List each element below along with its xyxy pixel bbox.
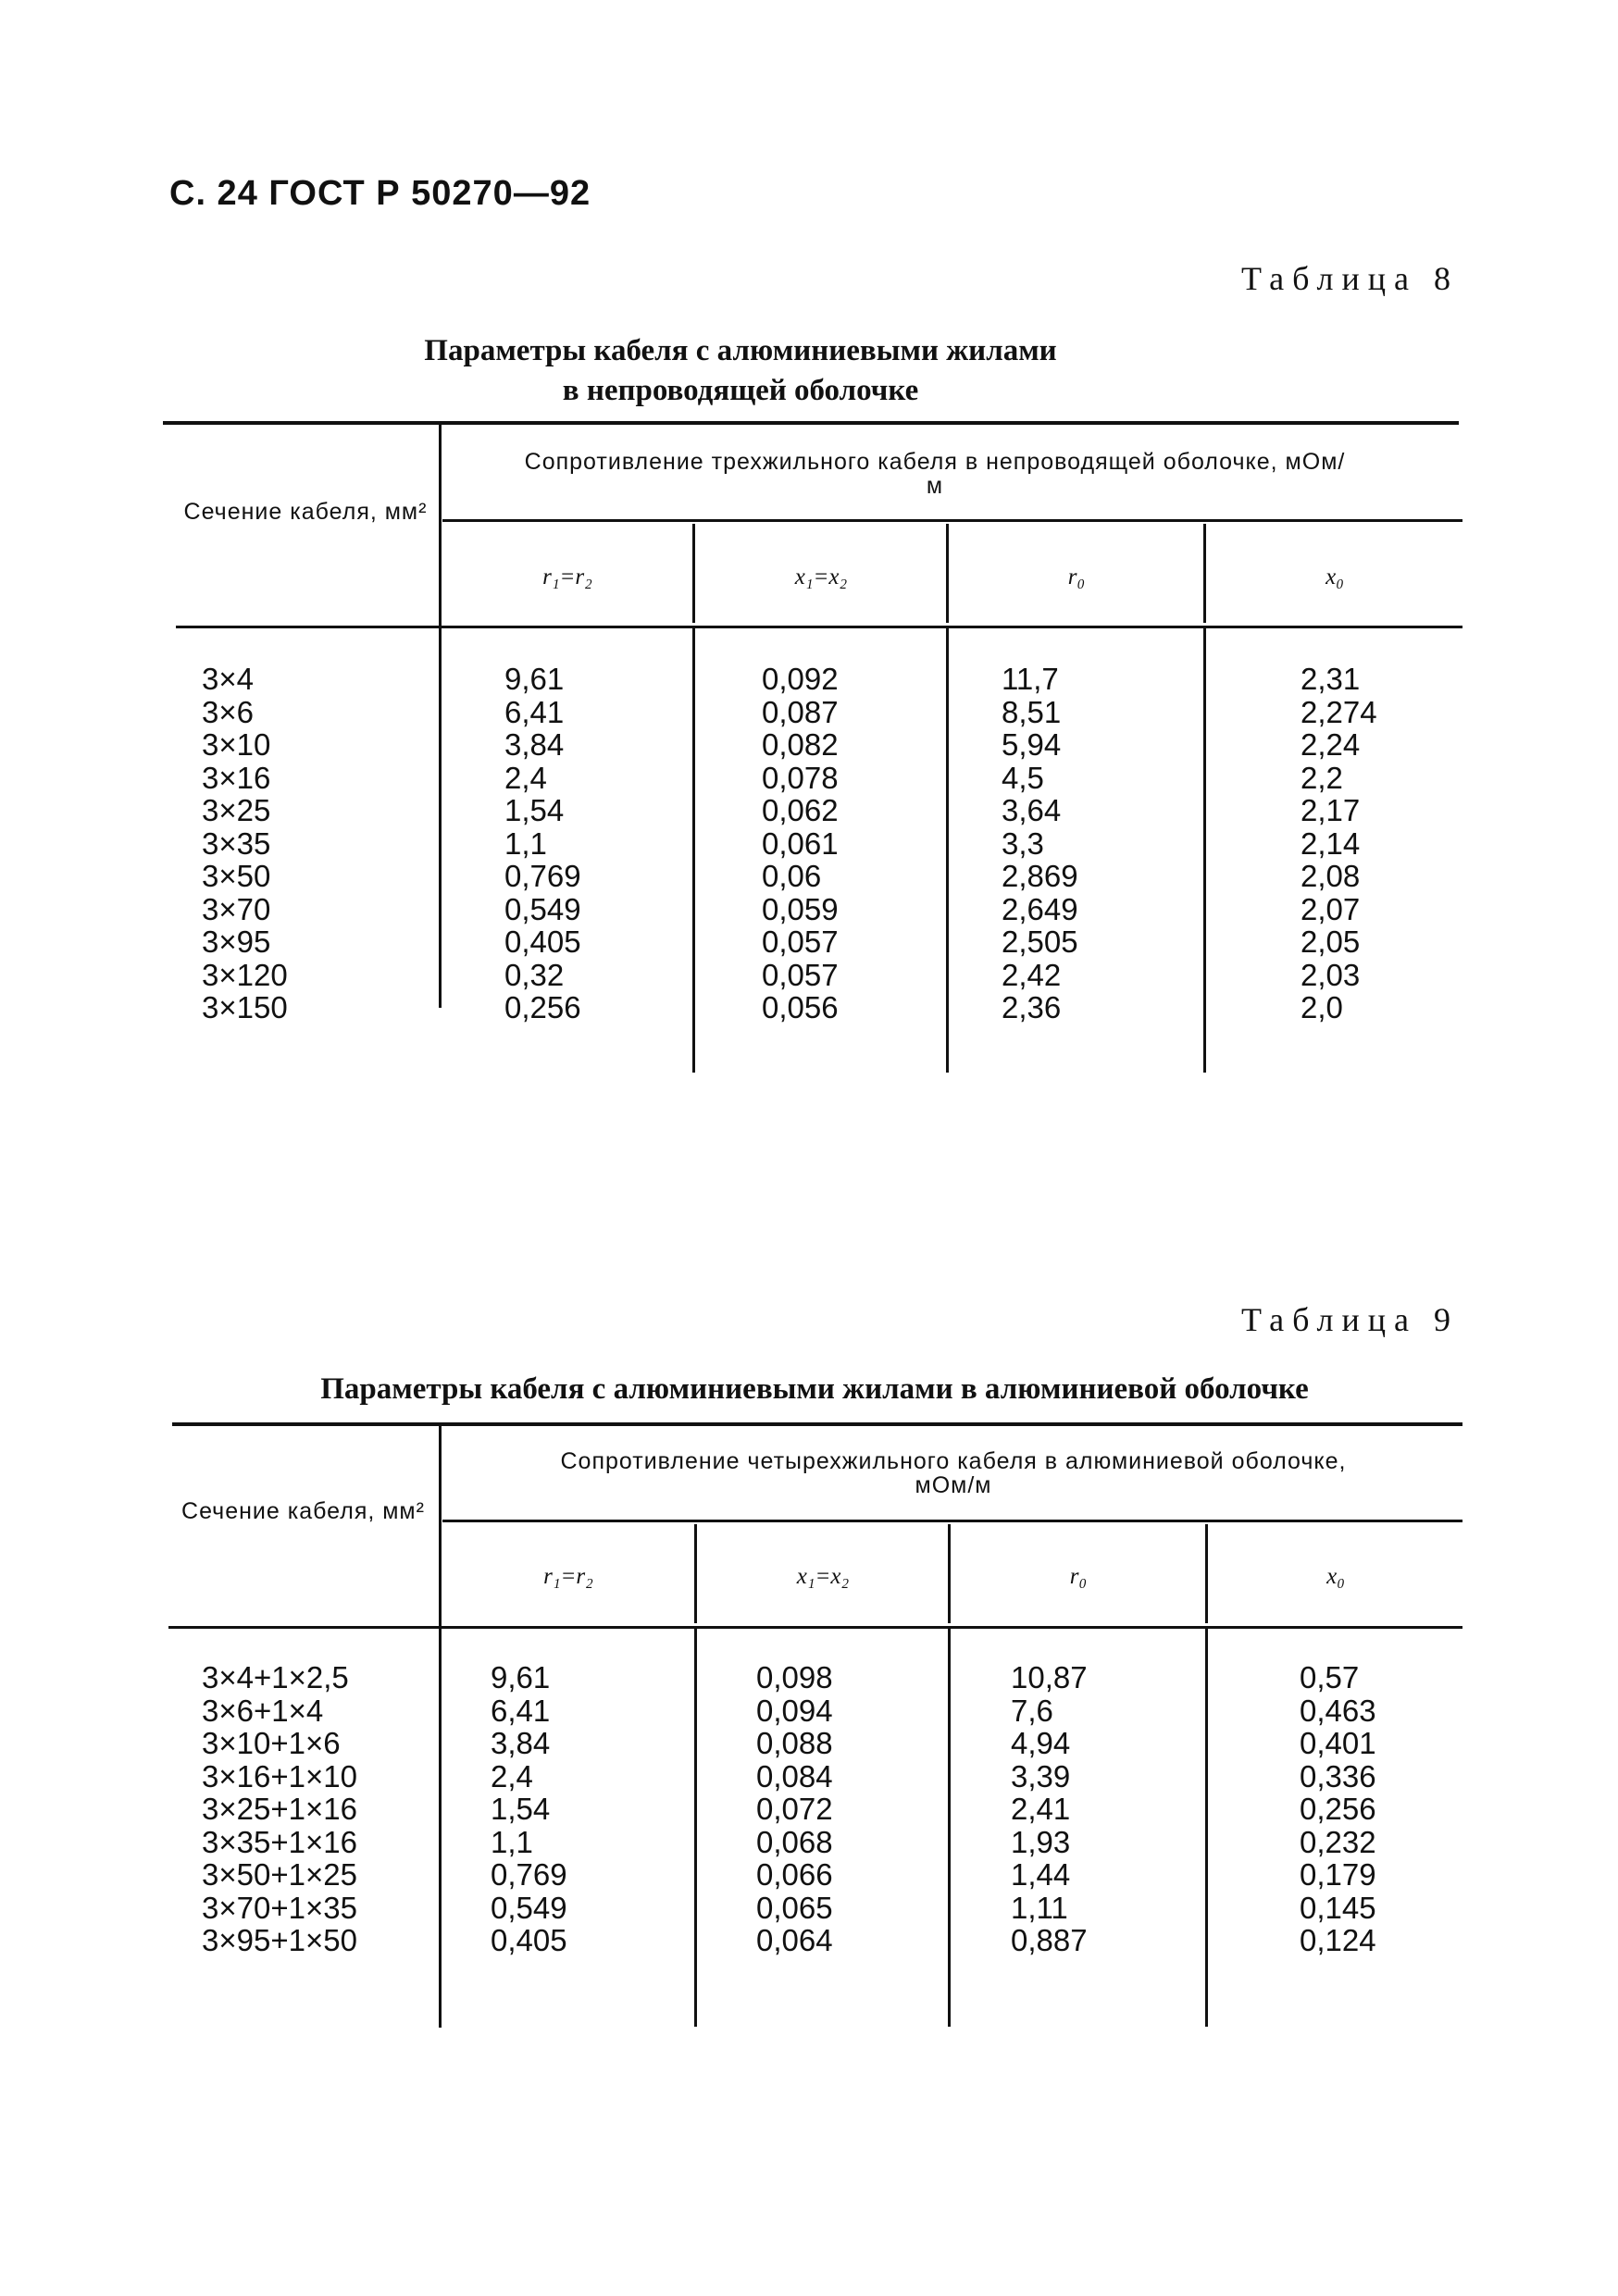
table-cell: 0,336 [1300,1758,1376,1793]
table8-vline-3 [1203,628,1206,1073]
table-cell: 3×4 [202,662,254,696]
table-cell: 2,649 [1002,891,1078,926]
table-cell: 2,41 [1011,1792,1071,1826]
table9-col-r1 [491,1661,567,1957]
table-cell: 3×6+1×4 [202,1693,324,1728]
table-cell: 3×10+1×6 [202,1726,341,1760]
table9-subheader-r0: r₀ [1069,1564,1088,1589]
table8-col-x1 [762,663,839,1024]
table-cell: 2,31 [1301,662,1361,696]
table8-group-header: Сопротивление трехжильного кабеля в непроводящей оболочке, мОм/м [524,449,1346,499]
table8-vline-2 [946,628,949,1073]
table8-vline-1-hdr [692,524,695,623]
table-cell: 3×25+1×16 [202,1792,357,1826]
table-cell: 3×50+1×25 [202,1857,357,1892]
table9-section-header: Сечение кабеля, мм² [181,1498,425,1524]
table-cell: 11,7 [1002,662,1059,696]
table-cell: 1,1 [504,825,547,861]
table-cell: 2,03 [1301,957,1361,992]
table9-subheader-x1: x₁=x₂ [796,1564,850,1589]
table-cell: 0,145 [1300,1890,1376,1925]
table-cell: 3×70 [202,891,271,926]
table-cell: 2,08 [1301,859,1361,893]
table-cell: 3×35 [202,825,271,861]
table-cell: 0,061 [762,825,839,861]
table-cell: 3,84 [491,1726,551,1760]
table8-group-rule [442,519,1462,522]
table-cell: 3×6 [202,694,254,729]
table9-vline-section [439,1426,442,2028]
table8-subheader-x0: x₀ [1326,565,1344,590]
table-cell: 3×16+1×10 [202,1758,357,1793]
table8-vline-3-hdr [1203,524,1206,623]
table-cell: 2,07 [1301,891,1361,926]
table-cell: 7,6 [1011,1693,1053,1728]
table-cell: 0,179 [1300,1857,1376,1892]
table-cell: 2,14 [1301,825,1361,861]
table-cell: 0,549 [504,891,581,926]
table-cell: 0,463 [1300,1693,1376,1728]
table-cell: 4,94 [1011,1726,1071,1760]
table9-top-rule [172,1422,1462,1426]
table9-label: Таблица 9 [1241,1301,1459,1338]
table-cell: 10,87 [1011,1660,1088,1694]
page-header: С. 24 ГОСТ Р 50270—92 [169,174,591,213]
table-cell: 3×120 [202,957,288,992]
table-cell: 3,64 [1002,793,1062,827]
table-cell: 0,769 [491,1857,567,1892]
table9-vline-2 [948,1629,951,2027]
table-cell: 2,0 [1301,990,1343,1024]
table-cell: 0,084 [756,1758,833,1793]
table9-col-x0 [1300,1661,1376,1957]
table8-col-r1 [504,663,581,1024]
table-cell: 9,61 [504,662,565,696]
table-cell: 0,057 [762,957,839,992]
table-cell: 3×16 [202,760,271,795]
table8-section-header: Сечение кабеля, мм² [183,499,428,525]
table-cell: 0,094 [756,1693,833,1728]
table-cell: 0,066 [756,1857,833,1892]
table8-top-rule [163,421,1459,425]
table-cell: 0,405 [491,1923,567,1957]
table-cell: 0,06 [762,859,822,893]
table8-col-r0 [1002,663,1078,1024]
table-cell: 2,274 [1301,694,1377,729]
table-cell: 0,098 [756,1660,833,1694]
table-cell: 0,078 [762,760,839,795]
table-cell: 0,088 [756,1726,833,1760]
table-cell: 0,092 [762,662,839,696]
table-cell: 3,84 [504,727,565,762]
table8-col-x0 [1301,663,1377,1024]
table-cell: 0,087 [762,694,839,729]
table-cell: 0,124 [1300,1923,1376,1957]
table-cell: 0,887 [1011,1923,1088,1957]
table-cell: 1,54 [504,793,565,827]
table-cell: 3×70+1×35 [202,1890,357,1925]
table9-title: Параметры кабеля с алюминиевыми жилами в алюминиевой оболочке [320,1372,1309,1406]
table-cell: 0,057 [762,925,839,959]
table-cell: 0,32 [504,957,565,992]
table-cell: 3×10 [202,727,271,762]
table-cell: 0,072 [756,1792,833,1826]
table-cell: 0,068 [756,1824,833,1859]
table9-header-rule [168,1626,1462,1629]
table9-vline-2-hdr [948,1524,951,1623]
table-cell: 1,54 [491,1792,551,1826]
table-cell: 5,94 [1002,727,1062,762]
table-cell: 2,36 [1002,990,1062,1024]
table-cell: 6,41 [491,1693,551,1728]
table8-title [278,331,1203,411]
table-cell: 0,549 [491,1890,567,1925]
table-cell: 3,3 [1002,825,1044,861]
table-cell: 3×95+1×50 [202,1923,357,1957]
table-cell: 2,05 [1301,925,1361,959]
table-cell: 3×35+1×16 [202,1824,357,1859]
table-cell: 0,256 [1300,1792,1376,1826]
table-cell: 2,869 [1002,859,1078,893]
table-cell: 0,57 [1300,1660,1360,1694]
table-cell: 9,61 [491,1660,551,1694]
table9-group-header: Сопротивление четырехжильного кабеля в алюминиевой оболочке, мОм/м [560,1448,1347,1498]
table-cell: 3×50 [202,859,271,893]
table-cell: 0,064 [756,1923,833,1957]
table-cell: 2,505 [1002,925,1078,959]
table9-vline-3 [1205,1629,1208,2027]
table8-title-line1: Параметры кабеля с алюминиевыми жилами [424,334,1057,367]
table9-vline-1-hdr [694,1524,697,1623]
table9-col-r0 [1011,1661,1088,1957]
table8-subheader-r0: r₀ [1067,565,1086,590]
table9-subheader-r1: r₁=r₂ [543,1564,593,1589]
table-cell: 2,4 [491,1758,533,1793]
table-cell: 0,256 [504,990,581,1024]
table-cell: 2,24 [1301,727,1361,762]
table-cell: 1,93 [1011,1824,1071,1859]
table8-col-section [202,663,288,1024]
table8-label: Таблица 8 [1241,260,1459,297]
table-cell: 1,1 [491,1824,533,1859]
table8-subheader-x1: x₁=x₂ [794,565,848,590]
table8-subheader-r1: r₁=r₂ [542,565,592,590]
table-cell: 3×150 [202,990,288,1024]
table9-subheader-x0: x₀ [1326,1564,1345,1589]
table-cell: 1,11 [1011,1890,1068,1925]
table-cell: 3×95 [202,925,271,959]
table8-vline-section [439,425,442,1008]
table-cell: 3×4+1×2,5 [202,1660,349,1694]
table-cell: 2,4 [504,760,547,795]
table9-group-rule [442,1520,1462,1522]
table8-title-line2: в непроводящей оболочке [562,374,919,407]
table-cell: 0,082 [762,727,839,762]
table9-col-section [202,1661,357,1957]
table-cell: 1,44 [1011,1857,1071,1892]
table-cell: 3×25 [202,793,271,827]
table-cell: 2,42 [1002,957,1062,992]
table8-vline-2-hdr [946,524,949,623]
table9-vline-1 [694,1629,697,2027]
table8-vline-1 [692,628,695,1073]
table-cell: 2,17 [1301,793,1361,827]
table-cell: 0,062 [762,793,839,827]
table-cell: 0,401 [1300,1726,1376,1760]
table-cell: 4,5 [1002,760,1044,795]
table-cell: 2,2 [1301,760,1343,795]
table8-header-rule [176,626,1462,628]
table-cell: 0,065 [756,1890,833,1925]
table-cell: 0,769 [504,859,581,893]
table9-vline-3-hdr [1205,1524,1208,1623]
table9-col-x1 [756,1661,833,1957]
table-cell: 0,232 [1300,1824,1376,1859]
table-cell: 0,056 [762,990,839,1024]
table-cell: 0,405 [504,925,581,959]
table-cell: 8,51 [1002,694,1062,729]
table-cell: 6,41 [504,694,565,729]
table-cell: 0,059 [762,891,839,926]
table-cell: 3,39 [1011,1758,1071,1793]
